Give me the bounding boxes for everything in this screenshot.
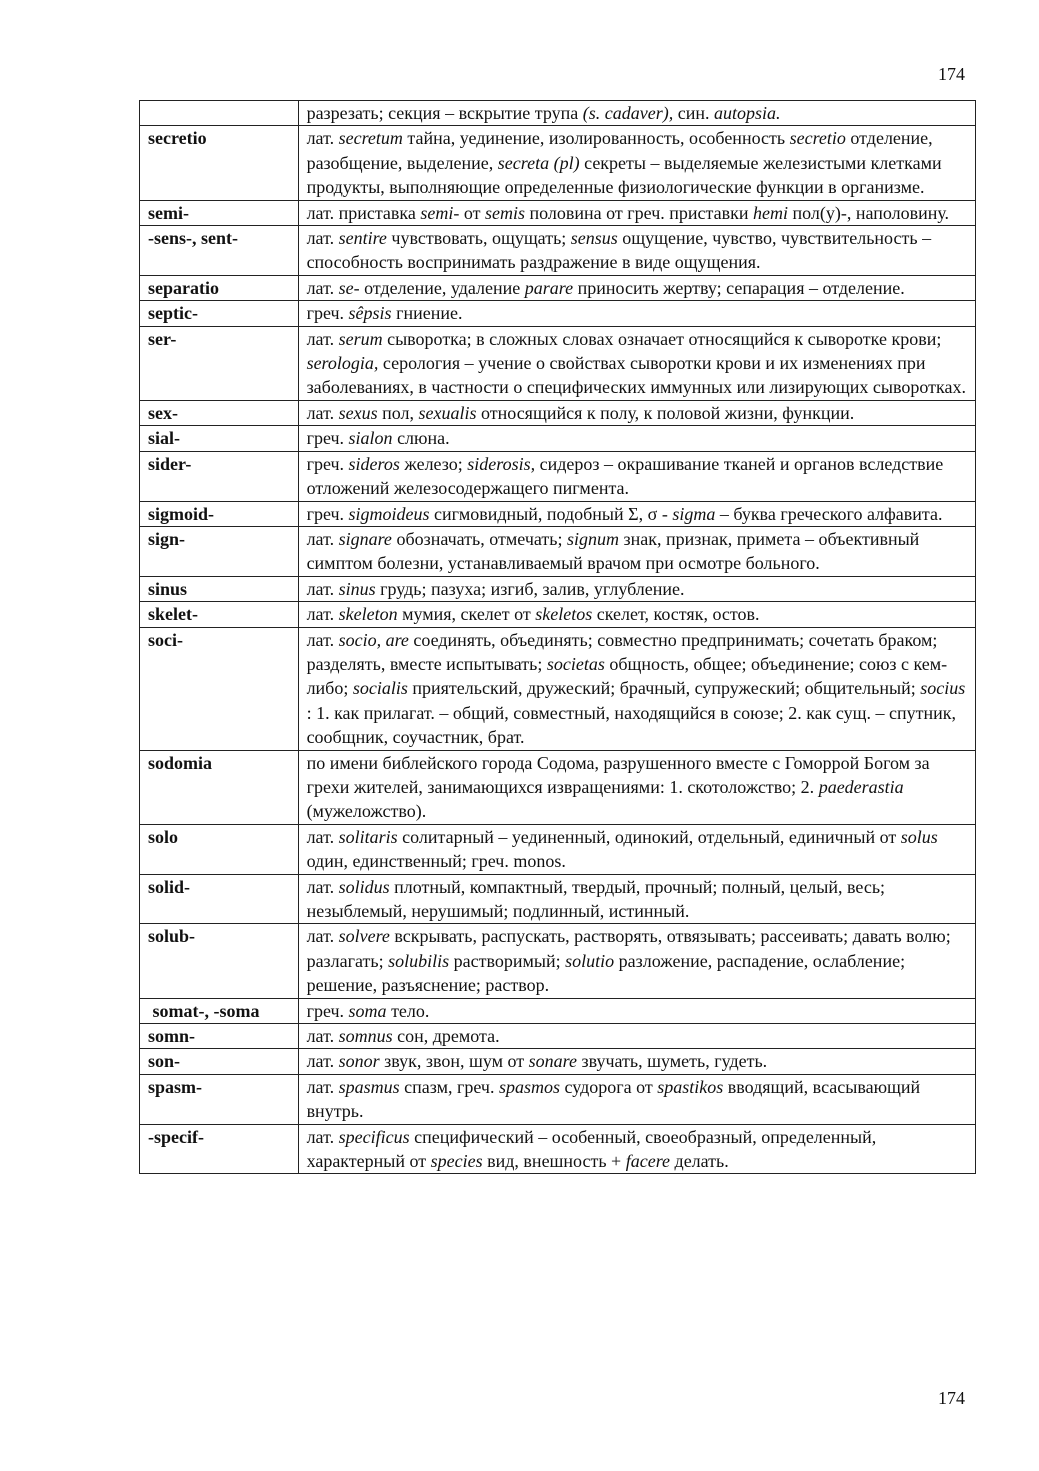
glossary-term: sider- [140,451,299,501]
glossary-definition [298,126,975,200]
definition-text: лат. [306,876,339,897]
definition-text: лат. [306,328,339,349]
glossary-definition [298,1024,975,1049]
definition-text: плотный, компактный, твердый, прочный; полный, целый, весь; незыблемый, нерушимый; подлинный, истинный. [306,876,886,921]
glossary-term: son- [140,1049,299,1074]
definition-italic-term: serum [338,328,383,349]
definition-italic-term: sialon [348,428,393,449]
glossary-term: -sens-, sent- [140,226,299,276]
definition-text: греч. [306,428,349,449]
glossary-definition [298,1124,975,1174]
glossary-row [140,101,976,126]
definition-italic-term: sensus [570,228,618,249]
glossary-definition [298,1074,975,1124]
glossary-row [140,426,976,451]
definition-text: лат. [306,926,339,947]
glossary-term: sex- [140,400,299,425]
definition-text: слюна. [392,428,450,449]
definition-text: чувствовать, ощущать; [386,228,571,249]
definition-italic-term: somnus [338,1026,393,1047]
definition-text: относящийся к полу, к половой жизни, функции. [476,402,855,423]
definition-italic-term: socius [920,678,966,699]
definition-italic-term: semis [485,202,526,223]
glossary-definition [298,824,975,874]
definition-text: лат. [306,1026,339,1047]
definition-italic-term: specificus [338,1126,410,1147]
definition-italic-term: sonor [338,1051,380,1072]
definition-text: сон, дремота. [392,1026,500,1047]
definition-italic-term: sexualis [418,402,477,423]
glossary-definition [298,750,975,824]
definition-text: гниение. [391,303,463,324]
definition-italic-term: facere [625,1151,671,1172]
glossary-definition [298,998,975,1023]
definition-italic-term: secretio [789,128,846,149]
definition-italic-term: solvere [338,926,390,947]
glossary-definition [298,924,975,998]
definition-text: приносить жертву; сепарация – отделение. [573,277,905,298]
definition-text: специфический – особенный, своеобразный, определенный, характерный от [306,1126,877,1172]
glossary-row [140,275,976,300]
definition-text: звучать, шуметь, гудеть. [576,1051,768,1072]
glossary-row [140,998,976,1023]
glossary-term: soci- [140,627,299,750]
glossary-definition [298,326,975,400]
definition-italic-term: sigma [672,503,716,524]
glossary-term: somat-, -soma [140,998,299,1023]
definition-text: ощущение, чувство, чувствительность – способность воспринимать раздражение в виде ощущения. [306,228,932,273]
glossary-row [140,400,976,425]
glossary-row [140,301,976,326]
glossary-row [140,1024,976,1049]
glossary-term: sign- [140,526,299,576]
definition-italic-term: secretum [338,128,403,149]
glossary-row [140,226,976,276]
definition-italic-term: sentire [338,228,387,249]
definition-text: вводящий, всасывающий внутрь. [306,1076,921,1122]
glossary-row [140,627,976,750]
glossary-definition [298,400,975,425]
definition-text: лат. [306,128,339,149]
definition-text: греч. [306,453,349,474]
page-number-top: 174 [938,64,965,84]
definition-text: лат. [306,826,339,847]
glossary-row [140,1124,976,1174]
glossary-definition [298,226,975,276]
definition-text: греч. [306,1000,349,1021]
definition-italic-term: spasmus [338,1076,400,1097]
definition-italic-term: siderosis, [467,453,536,474]
definition-italic-term: skeletos [535,604,593,625]
glossary-term: solub- [140,924,299,998]
definition-italic-term: species [430,1151,483,1172]
definition-italic-term: autopsia. [713,103,781,123]
glossary-term: sigmoid- [140,501,299,526]
definition-italic-term: hemi [752,202,788,223]
page-number-bottom: 174 [938,1388,965,1408]
definition-italic-term: (s. cadaver), [582,103,674,123]
definition-text: спазм, греч. [399,1076,499,1097]
definition-text: скелет, костяк, остов. [592,604,760,625]
definition-italic-term: solidus [338,876,390,897]
definition-italic-term: soma [348,1000,387,1021]
definition-italic-term: solitaris [338,826,398,847]
definition-italic-term: sêpsis [348,303,392,324]
definition-text: лат. [306,1076,339,1097]
glossary-row [140,501,976,526]
definition-text: разложение, распадение, ослабление; решение, разъяснение; раствор. [306,950,906,996]
definition-text: половина от греч. приставки [525,202,753,223]
definition-text: лат. [306,277,339,298]
glossary-term: ser- [140,326,299,400]
definition-text: лат. [306,1126,339,1147]
definition-text: (мужеложство). [306,801,427,822]
glossary-term: sinus [140,576,299,601]
glossary-definition [298,426,975,451]
definition-italic-term: sideros [348,453,400,474]
glossary-definition [298,501,975,526]
glossary-row [140,200,976,225]
glossary-term: secretio [140,126,299,200]
glossary-term: solid- [140,874,299,924]
definition-italic-term: solutio [565,950,615,971]
glossary-term [140,101,299,126]
definition-text: общность, общее; объединение; союз с кем-либо; [306,653,948,699]
definition-text: тайна, уединение, изолированность, особенность [402,128,790,149]
glossary-term: septic- [140,301,299,326]
definition-text: лат. [306,1051,339,1072]
definition-italic-term: socialis [352,678,408,699]
definition-italic-term: sinus [338,578,376,599]
glossary-definition [298,200,975,225]
definition-text: один, единственный; греч. monos. [306,851,566,872]
glossary-row [140,1074,976,1124]
definition-italic-term: societas [546,653,605,674]
glossary-term: separatio [140,275,299,300]
definition-text: – буква греческого алфавита. [715,503,943,524]
definition-italic-term: sigmoideus [348,503,430,524]
glossary-definition [298,101,975,126]
definition-text: син. [673,103,714,123]
glossary-row [140,451,976,501]
glossary-row [140,526,976,576]
definition-text: вскрывать, распускать, растворять, отвязывать; рассеивать; давать волю; разлагать; [306,926,951,971]
definition-text: солитарный – уединенный, одинокий, отдельный, единичный от [397,826,901,847]
glossary-term: semi- [140,200,299,225]
definition-text: сигмовидный, подобный Σ, σ - [429,503,673,524]
glossary-term: solo [140,824,299,874]
definition-text: секреты – выделяемые железистыми клетками продукты, выполняющие определенные физиологические функции в организме. [306,152,942,198]
definition-text: обозначать, отмечать; [391,528,567,549]
glossary-definition [298,576,975,601]
definition-text: греч. [306,303,349,324]
definition-text: : 1. как прилагат. – общий, совместный, находящийся в союзе; 2. как сущ. – спутник, сообщник, соучастник, брат. [306,702,957,748]
definition-italic-term: sexus [338,402,378,423]
definition-text: лат. [306,604,339,625]
definition-italic-term: skeleton [338,604,398,625]
definition-text: звук, звон, шум от [379,1051,529,1072]
glossary-term: somn- [140,1024,299,1049]
definition-italic-term: sonare [528,1051,577,1072]
definition-text: лат. [306,528,339,549]
definition-text: лат. [306,578,339,599]
definition-text: железо; [399,453,468,474]
glossary-row [140,874,976,924]
definition-text: разрезать; секция – вскрытие трупа [306,103,583,123]
definition-text: приятельский, дружеский; брачный, супружеский; общительный; [407,678,921,699]
definition-text: лат. приставка [306,202,421,223]
definition-italic-term: solus [900,826,938,847]
definition-text: от [459,202,486,223]
definition-italic-term: solubilis [388,950,450,971]
glossary-definition [298,874,975,924]
definition-text: соединять, объединять; совместно предпринимать; сочетать браком; разделять, вместе испытывать; [306,629,938,674]
glossary-definition [298,602,975,627]
definition-italic-term: signare [338,528,392,549]
definition-text: лат. [306,402,339,423]
glossary-term: skelet- [140,602,299,627]
definition-italic-term: paederastia [818,776,904,797]
definition-italic-term: parare [524,277,574,298]
definition-text: пол(у)-, наполовину. [787,202,950,223]
definition-text: вид, внешность + [482,1151,626,1172]
glossary-definition [298,301,975,326]
glossary-row [140,602,976,627]
glossary-term: sodomia [140,750,299,824]
definition-italic-term: se- [338,277,360,298]
definition-text: мумия, скелет от [397,604,536,625]
definition-italic-term: spastikos [657,1076,724,1097]
definition-text: знак, признак, примета – объективный симптом болезни, устанавливаемый врачом при осмотре больного. [306,528,920,574]
glossary-table [139,100,976,1174]
definition-text: сыворотка; в сложных словах означает относящийся к сыворотке крови; [382,328,942,349]
glossary-row [140,824,976,874]
glossary-row [140,1049,976,1074]
glossary-row [140,126,976,200]
glossary-row [140,750,976,824]
glossary-row [140,326,976,400]
definition-italic-term: spasmos [498,1076,560,1097]
definition-text: тело. [386,1000,430,1021]
definition-italic-term: socio, are [338,629,409,650]
glossary-term: sial- [140,426,299,451]
glossary-body [140,101,976,1174]
definition-text: сидероз – окрашивание тканей и органов вследствие отложений железосодержащего пигмента. [306,453,944,499]
definition-text: отделение, удаление [359,277,525,298]
definition-italic-term: signum [566,528,619,549]
glossary-definition [298,1049,975,1074]
definition-text: судорога от [559,1076,658,1097]
glossary-definition [298,451,975,501]
definition-italic-term: semi- [420,202,460,223]
definition-text: делать. [670,1151,729,1172]
definition-text: серология – учение о свойствах сыворотки крови и их изменениях при заболеваниях, в частности о специфических иммунных или лизирующих сыворотках. [306,353,966,398]
definition-text: растворимый; [449,950,566,971]
glossary-definition [298,275,975,300]
definition-text: грудь; пазуха; изгиб, залив, углубление. [375,578,685,599]
glossary-row [140,924,976,998]
definition-text: отделение, разобщение, выделение, [306,128,933,173]
glossary-row [140,576,976,601]
glossary-term: spasm- [140,1074,299,1124]
definition-text: лат. [306,629,339,650]
definition-text: пол, [377,402,419,423]
definition-text: греч. [306,503,349,524]
glossary-term: -specif- [140,1124,299,1174]
definition-italic-term: serologia, [306,353,379,374]
definition-italic-term: secreta (pl) [497,152,580,173]
glossary-definition [298,526,975,576]
definition-text: лат. [306,228,339,249]
definition-text: по имени библейского города Содома, разрушенного вместе с Гоморрой Богом за грехи жителей, занимающихся извращениями: 1. скотоложство; 2. [306,752,930,797]
glossary-definition [298,627,975,750]
